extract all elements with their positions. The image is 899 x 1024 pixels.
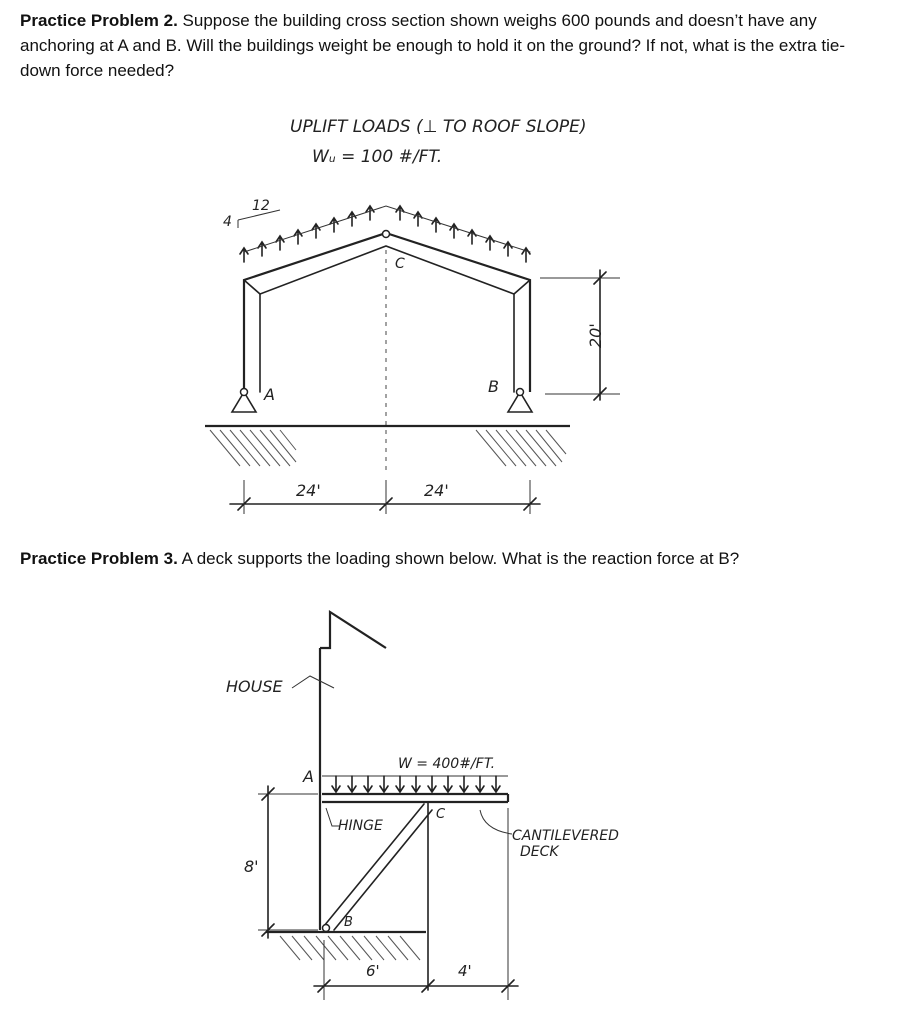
span-ext-lines	[244, 480, 530, 514]
slope-run-label: 12	[252, 198, 270, 214]
deck-figure	[226, 612, 619, 1000]
building-frame-figure	[205, 117, 620, 514]
cantilever-leader	[480, 810, 512, 834]
house-wall	[320, 612, 386, 930]
support-label-b: B	[488, 377, 499, 396]
deck-height-dim	[262, 786, 274, 938]
house-label: HOUSE	[226, 677, 283, 696]
deck-height-label: 8'	[244, 857, 259, 876]
span-dim-line	[230, 498, 540, 510]
deck-height-ext	[258, 794, 318, 930]
pin-a	[241, 389, 248, 396]
ground-hatch	[210, 430, 566, 466]
problem-2-body: Suppose the building cross section shown weighs 600 pounds and doesn’t have any anchoring at A and B. Will the buildings weight be enough to hold it on the ground? If not, what is the extra tie-down force needed?	[20, 11, 846, 80]
deck-span-dim	[314, 980, 518, 992]
deck-label-a: A	[303, 767, 314, 786]
deck-span-ext	[324, 808, 508, 1000]
uplift-title: UPLIFT LOADS (⊥ TO ROOF SLOPE)	[290, 117, 587, 137]
support-label-a: A	[264, 385, 275, 404]
ridge-hinge	[383, 231, 390, 238]
cantilever-label-line2: DECK	[520, 844, 559, 860]
height-label: 20'	[586, 323, 605, 348]
problem-3-body: A deck supports the loading shown below. What is the reaction force at B?	[177, 549, 740, 568]
deck-ground-hatch	[280, 936, 420, 960]
hinge-label: HINGE	[338, 818, 383, 834]
span-left-label: 24'	[296, 481, 321, 500]
frame-inner-line	[260, 246, 514, 392]
uplift-load-value: Wᵤ = 100 #/FT.	[312, 147, 443, 167]
deck-span-left-label: 6'	[366, 962, 380, 980]
slope-rise-label: 4	[223, 214, 232, 230]
deck-beam	[322, 794, 508, 802]
deck-span-right-label: 4'	[458, 962, 472, 980]
problem-3-title: Practice Problem 3.	[20, 549, 178, 568]
frame-outer-line	[244, 233, 530, 392]
pin-b	[517, 389, 524, 396]
height-ext-lines	[540, 278, 620, 394]
deck-load-label: W = 400#/FT.	[398, 756, 496, 772]
problem-2-title: Practice Problem 2.	[20, 11, 178, 30]
cantilever-label-line1: CANTILEVERED	[512, 828, 619, 844]
frame-knee-lines	[244, 280, 530, 294]
ridge-label-c: C	[395, 256, 405, 272]
deck-label-c: C	[436, 807, 446, 822]
house-leader	[292, 676, 334, 688]
brace-pin-b	[323, 925, 330, 932]
span-right-label: 24'	[424, 481, 449, 500]
deck-label-b: B	[344, 915, 353, 930]
load-arrows	[332, 776, 500, 792]
